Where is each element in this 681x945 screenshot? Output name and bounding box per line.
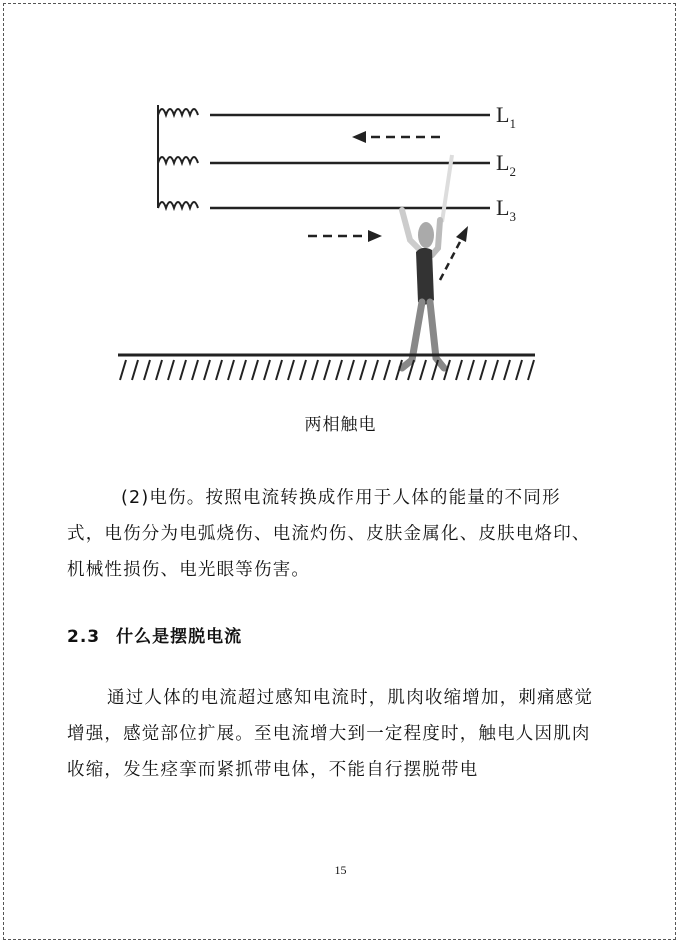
current-arrow-left — [352, 131, 440, 143]
section-number: 2.3 — [67, 627, 101, 647]
label-l1: $L_1$ — [496, 102, 516, 131]
section-heading — [67, 622, 242, 647]
label-l2: $L_2$ — [496, 150, 516, 179]
section-title: 什么是摆脱电流 — [116, 627, 243, 647]
label-l3: $L_3$ — [496, 195, 516, 224]
current-arrow-right — [308, 230, 382, 242]
figure-caption: 两相触电 — [304, 415, 377, 435]
ground — [118, 355, 535, 380]
paragraph-let-go-current: 通过人体的电流超过感知电流时，肌肉收缩增加，刺痛感觉增强，感觉部位扩展。至电流增大到一定程度时，触电人因肌肉收缩，发生痉挛而紧抓带电体，不能自行摆脱带电 — [67, 688, 594, 780]
current-arrow-up — [440, 226, 468, 280]
paragraph-electric-injury: (2)电伤。按照电流转换成作用于人体的能量的不同形式，电伤分为电弧烧伤、电流灼伤、皮肤金属化、皮肤电烙印、机械性损伤、电光眼等伤害。 — [67, 488, 591, 580]
transformer-coils — [158, 105, 198, 208]
page-number: 15 — [334, 863, 347, 877]
person-figure — [402, 155, 452, 368]
two-phase-shock-diagram — [100, 90, 550, 390]
